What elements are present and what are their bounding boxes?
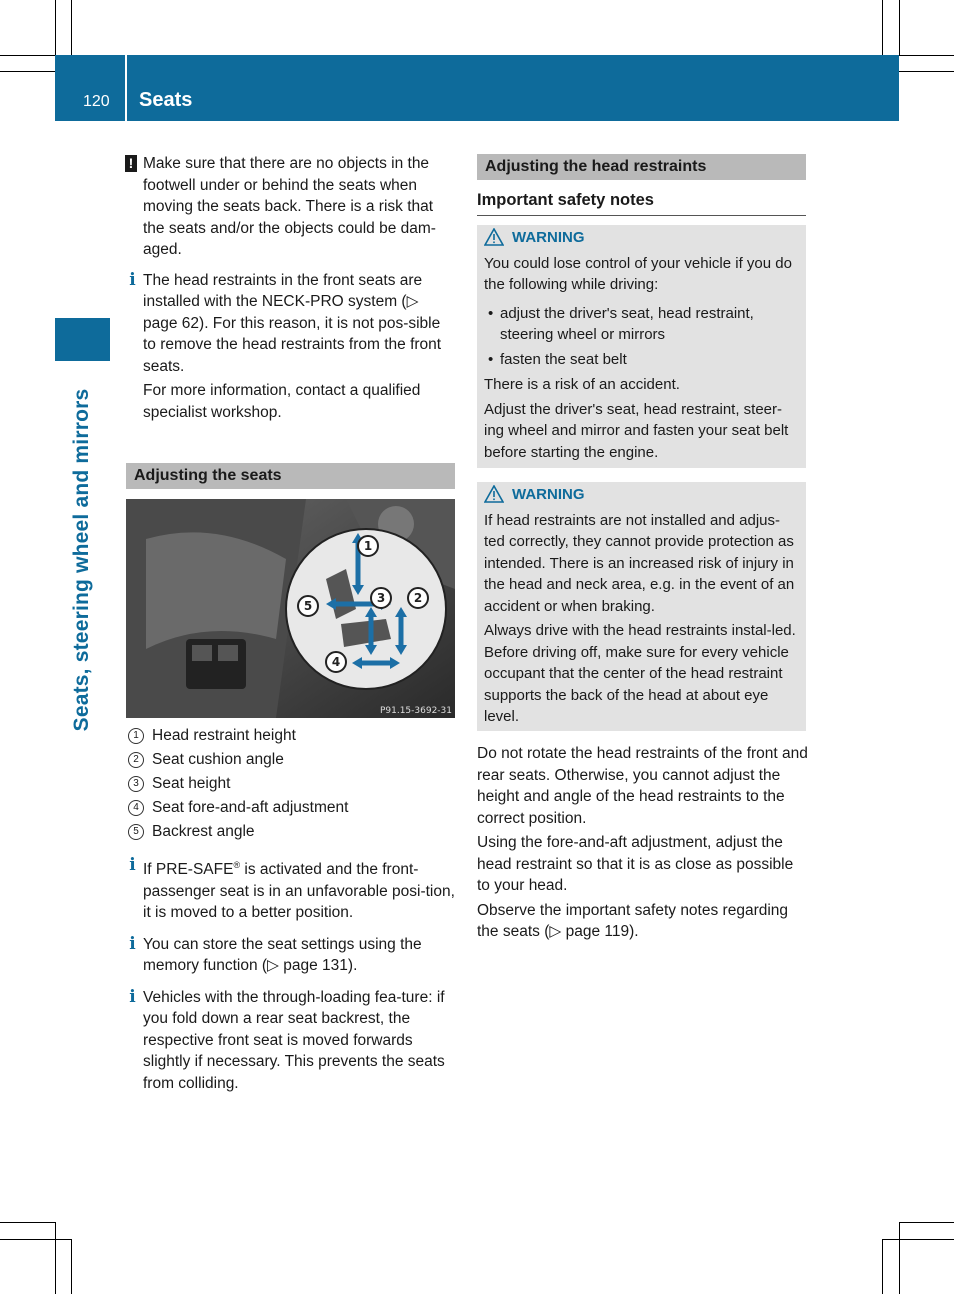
info-through-loading-text: Vehicles with the through-loading fea-ture: if you fold down a rear seat backrest, the respective front seat is moved forwards slightly if necessary. This prevents the seats from colliding. — [143, 988, 445, 1092]
legend-label: Seat height — [152, 775, 231, 792]
chapter-tab — [55, 318, 110, 361]
crop-mark — [899, 1222, 954, 1223]
legend-number: 1 — [128, 728, 144, 744]
legend-item — [128, 796, 458, 820]
info-icon: i — [129, 269, 136, 290]
warning-heading — [484, 226, 799, 249]
crop-mark — [0, 1239, 71, 1240]
info-note-neckpro — [127, 270, 457, 378]
para-observe: Observe the important safety notes regarding the seats (▷ page 119). — [477, 901, 789, 940]
legend-label: Seat fore-and-aft adjustment — [152, 799, 349, 816]
crop-mark — [882, 1239, 954, 1240]
warning-heading — [484, 483, 799, 506]
info-memory-text: You can store the seat settings using the memory function (▷ page 131). — [143, 935, 422, 975]
subheading-safety-notes: Important safety notes — [477, 191, 654, 209]
header-divider — [125, 55, 127, 121]
warning1-bullet: • adjust the driver's seat, head restraint, steering wheel or mirrors — [484, 303, 799, 346]
warning-triangle-icon — [484, 228, 504, 246]
legend-item — [128, 748, 458, 772]
seat-controls-image — [126, 499, 455, 718]
left-column — [127, 153, 457, 423]
warning1-bullet: • fasten the seat belt — [484, 349, 799, 371]
caution-note — [127, 153, 457, 261]
info-contact-text: For more information, contact a qualified specialist workshop. — [143, 382, 421, 421]
caution-icon: ! — [125, 155, 137, 172]
info-presafe-text-a: If PRE-SAFE — [143, 861, 234, 879]
page-number: 120 — [83, 93, 110, 110]
warning-box-2 — [477, 482, 806, 731]
warning-box-1 — [477, 225, 806, 468]
registered-mark: ® — [233, 860, 241, 870]
callout-1: 1 — [363, 539, 373, 553]
info-icon: i — [129, 933, 136, 954]
warning1-risk: There is a risk of an accident. — [484, 376, 680, 393]
warning-title: WARNING — [512, 486, 585, 503]
legend-label: Backrest angle — [152, 823, 255, 840]
crop-mark — [55, 1222, 56, 1294]
section-heading-head-restraints: Adjusting the head restraints — [477, 154, 806, 180]
crop-mark — [0, 55, 55, 56]
para-rotate: Do not rotate the head restraints of the front and rear seats. Otherwise, you cannot adjust the height and angle of the head restraints to the correct position. — [477, 745, 808, 827]
crop-mark — [899, 0, 900, 55]
crop-mark — [55, 0, 56, 55]
crop-mark — [0, 1222, 55, 1223]
seat-controls-illustration — [126, 499, 455, 718]
warning-title: WARNING — [512, 229, 585, 246]
image-code: P91.15-3692-31 — [379, 706, 452, 716]
info-note-presafe — [127, 855, 457, 924]
section-heading-seats: Adjusting the seats — [126, 463, 455, 489]
warning1-intro: You could lose control of your vehicle if you do the following while driving: — [484, 254, 792, 293]
warning2-para2: Always drive with the head restraints instal-led. Before driving off, make sure for every vehicle occupant that the center of the head restraint supports the back of the head at about eye level. — [484, 622, 796, 725]
legend-label: Head restraint height — [152, 727, 296, 744]
legend-item — [128, 820, 458, 844]
info-icon: i — [129, 855, 136, 875]
crop-mark — [71, 0, 72, 55]
legend-number: 3 — [128, 776, 144, 792]
legend-item — [128, 772, 458, 796]
callout-3: 3 — [376, 591, 386, 605]
page-title: Seats — [139, 89, 193, 111]
info-presafe-text-b: is activated and the front-passenger seat is in an unfavorable posi-tion, it is moved to a better position. — [143, 861, 455, 922]
chapter-title-vertical: Seats, steering wheel and mirrors — [70, 388, 93, 732]
crop-mark — [882, 0, 883, 55]
crop-mark — [899, 1222, 900, 1294]
warning-triangle-icon — [484, 485, 504, 503]
legend-number: 5 — [128, 824, 144, 840]
callout-4: 4 — [331, 655, 341, 669]
crop-mark — [882, 1239, 883, 1294]
crop-mark — [0, 71, 55, 72]
legend-list — [128, 724, 458, 844]
warning2-para1: If head restraints are not installed and adjus-ted correctly, they cannot provide protection as intended. There is an increased risk of injury in the head and neck area, e.g. in the event of an accident or when braking. — [484, 511, 795, 615]
right-column-body — [477, 743, 808, 943]
crop-mark — [899, 71, 954, 72]
crop-mark — [71, 1239, 72, 1294]
subheading-rule — [477, 215, 806, 216]
info-note-through-loading — [127, 987, 457, 1095]
page-header — [55, 55, 899, 121]
crop-mark — [899, 55, 954, 56]
callout-2: 2 — [413, 591, 423, 605]
caution-text: Make sure that there are no objects in the footwell under or behind the seats when moving the seats back. There is a risk that the seats and/or the objects could be dam-aged. — [143, 155, 436, 258]
legend-number: 4 — [128, 800, 144, 816]
legend-item — [128, 724, 458, 748]
info-neckpro-text: The head restraints in the front seats are installed with the NECK-PRO system (▷ page 62). For this reason, it is not pos-sible to remove the head restraints from the front seats. — [143, 271, 442, 375]
legend-number: 2 — [128, 752, 144, 768]
para-foreaft: Using the fore-and-aft adjustment, adjust the head restraint so that it is as close as possible to your head. — [477, 834, 794, 894]
info-icon: i — [129, 986, 136, 1007]
left-column-lower — [127, 855, 457, 1094]
info-note-memory — [127, 934, 457, 977]
warning1-advice: Adjust the driver's seat, head restraint, steer-ing wheel and mirror and fasten your seat belt before starting the engine. — [484, 400, 789, 461]
legend-label: Seat cushion angle — [152, 751, 284, 768]
callout-5: 5 — [303, 599, 313, 613]
